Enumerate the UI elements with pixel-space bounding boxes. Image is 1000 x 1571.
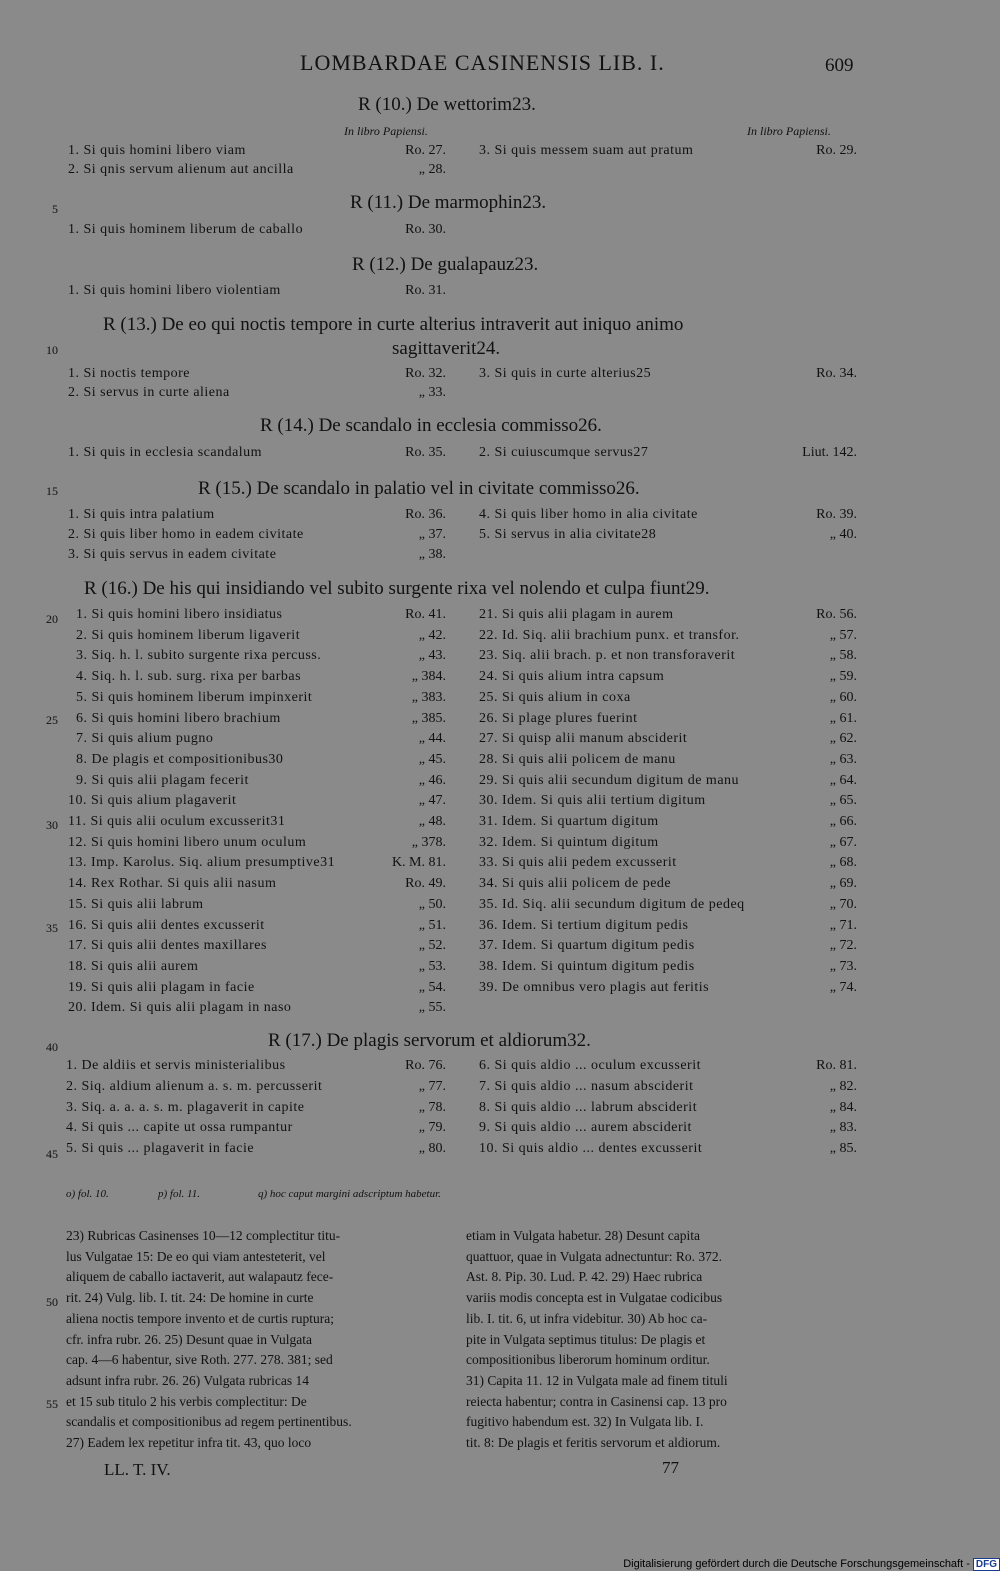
credit-text: Digitalisierung gefördert durch die Deutsche Forschungsgemeinschaft - bbox=[623, 1558, 970, 1570]
footnote-line: pite in Vulgata septimus titulus: De plagis et bbox=[466, 1331, 706, 1347]
entry: 5. Si servus in alia civitate28 bbox=[479, 527, 657, 542]
line-number: 15 bbox=[46, 484, 58, 498]
footnote-q: q) hoc caput margini adscriptum habetur. bbox=[258, 1188, 441, 1200]
entry: 21. Si quis alii plagam in aurem bbox=[479, 607, 674, 622]
entry-ref: „ 80. bbox=[418, 1141, 446, 1157]
entry: 33. Si quis alii pedem excusserit bbox=[479, 855, 677, 871]
entry: 7. Si quis alium pugno bbox=[76, 731, 214, 747]
source-label: In libro Papiensi. bbox=[344, 124, 428, 138]
entry-ref: „ 79. bbox=[418, 1120, 446, 1136]
entry-ref: „ 42. bbox=[418, 627, 446, 643]
footnotes-left bbox=[66, 1226, 454, 1454]
entry-ref: „ 63. bbox=[829, 751, 857, 767]
entry: 11. Si quis alii oculum excusserit31 bbox=[68, 814, 286, 829]
entry-ref: „ 384. bbox=[411, 669, 446, 685]
entry: 3. Si quis messem suam aut pratum bbox=[479, 143, 694, 158]
footnote-line: Ast. 8. Pip. 30. Lud. P. 42. 29) Haec rubrica bbox=[466, 1269, 703, 1285]
rubric-title: R (12.) De gualapauz23. bbox=[352, 254, 539, 275]
entry-ref: „ 70. bbox=[829, 896, 857, 912]
entry-ref: „ 66. bbox=[829, 814, 857, 829]
entry: 2. Si qnis servum alienum aut ancilla bbox=[68, 162, 294, 177]
source-label: In libro Papiensi. bbox=[747, 124, 831, 138]
entry: 32. Idem. Si quintum digitum bbox=[479, 834, 659, 850]
entry-ref: Ro. 76. bbox=[405, 1058, 446, 1073]
entry-ref: „ 61. bbox=[829, 710, 857, 726]
footnote-line: tit. 8: De plagis et feritis servorum et aldiorum. bbox=[466, 1435, 721, 1451]
entry-ref: „ 73. bbox=[829, 958, 857, 974]
entry: 4. Si quis ... capite ut ossa rumpantur bbox=[66, 1120, 293, 1136]
entry: 3. Si quis in curte alterius25 bbox=[479, 366, 652, 381]
entry: 1. Si quis homini libero viam bbox=[68, 143, 246, 158]
entry: 30. Idem. Si quis alii tertium digitum bbox=[479, 793, 706, 809]
entry: 3. Siq. h. l. subito surgente rixa percuss. bbox=[76, 648, 322, 664]
entry: 5. Si quis ... plagaverit in facie bbox=[66, 1141, 255, 1157]
page-number: 609 bbox=[825, 55, 854, 76]
entry-ref: Ro. 30. bbox=[405, 222, 446, 237]
entry-ref: „ 55. bbox=[418, 1000, 446, 1016]
entry-ref: „ 383. bbox=[411, 689, 446, 705]
entry: 10. Si quis alium plagaverit bbox=[68, 793, 237, 809]
entry: 24. Si quis alium intra capsum bbox=[479, 669, 665, 685]
entry-ref: „ 68. bbox=[829, 855, 857, 871]
entry-ref: Ro. 31. bbox=[405, 283, 446, 298]
entry: 26. Si plage plures fuerint bbox=[479, 710, 638, 726]
entry-ref: „ 62. bbox=[829, 731, 857, 747]
rubric-title: R (15.) De scandalo in palatio vel in civitate commisso26. bbox=[198, 478, 640, 499]
entry: 20. Idem. Si quis alii plagam in naso bbox=[68, 1000, 292, 1016]
footnote-line: cfr. infra rubr. 26. 25) Desunt quae in Vulgata bbox=[66, 1331, 312, 1347]
entry-ref: „ 60. bbox=[829, 689, 857, 705]
rubric-title: R (10.) De wettorim23. bbox=[358, 94, 536, 115]
entry: 31. Idem. Si quartum digitum bbox=[479, 814, 659, 829]
entry: 7. Si quis aldio ... nasum absciderit bbox=[479, 1078, 694, 1094]
rubric-title: R (16.) De his qui insidiando vel subito surgente rixa vel nolendo et culpa fiunt29. bbox=[84, 578, 710, 599]
entry-ref: „ 48. bbox=[418, 814, 446, 829]
footnote-line: quattuor, quae in Vulgata adnectuntur: Ro. 372. bbox=[466, 1248, 722, 1264]
entry-ref: „ 74. bbox=[829, 979, 857, 995]
entry: 1. De aldiis et servis ministerialibus bbox=[66, 1058, 286, 1073]
entry-ref: „ 54. bbox=[418, 979, 446, 995]
line-number: 40 bbox=[46, 1040, 58, 1054]
footnote-line: lib. I. tit. 6, ut infra videbitur. 30) Ab hoc ca- bbox=[466, 1310, 708, 1326]
footnote-line: adsunt infra rubr. 26. 26) Vulgata rubricas 14 bbox=[66, 1372, 310, 1388]
entry: 8. De plagis et compositionibus30 bbox=[76, 751, 284, 767]
footnote-line: cap. 4—6 habentur, sive Roth. 277. 278. 381; sed bbox=[66, 1352, 333, 1368]
entry-ref: „ 38. bbox=[418, 547, 446, 562]
entry-ref: Ro. 49. bbox=[405, 876, 446, 892]
volume-signature: LL. T. IV. bbox=[104, 1460, 171, 1479]
entry-ref: „ 59. bbox=[829, 669, 857, 685]
entry: 5. Si quis hominem liberum impinxerit bbox=[76, 689, 313, 705]
entry-ref: „ 378. bbox=[411, 834, 446, 850]
entry-ref: „ 45. bbox=[418, 751, 446, 767]
rubric-title: R (17.) De plagis servorum et aldiorum32. bbox=[268, 1030, 591, 1051]
footnote-line: 27) Eadem lex repetitur infra tit. 43, quo loco bbox=[66, 1435, 312, 1451]
footnote-line: et 15 sub titulo 2 his verbis complectitur: De bbox=[66, 1393, 307, 1409]
entry-ref: Ro. 35. bbox=[405, 445, 446, 460]
entry-ref: „ 84. bbox=[829, 1099, 857, 1115]
entry: 14. Rex Rothar. Si quis alii nasum bbox=[68, 876, 277, 892]
entry: 1. Si quis hominem liberum de caballo bbox=[68, 222, 304, 237]
entry-ref: „ 85. bbox=[829, 1141, 857, 1157]
entry: 3. Si quis servus in eadem civitate bbox=[68, 547, 277, 562]
entry-ref: Ro. 34. bbox=[816, 366, 857, 381]
footnote-line: rit. 24) Vulg. lib. I. tit. 24: De homine in curte bbox=[66, 1290, 314, 1306]
entry: 9. Si quis alii plagam fecerit bbox=[76, 772, 249, 788]
entry: 23. Siq. alii brach. p. et non transforaverit bbox=[479, 648, 736, 664]
footnote-line: 23) Rubricas Casinenses 10—12 complectitur titu- bbox=[66, 1228, 341, 1243]
line-number: 35 bbox=[46, 921, 58, 935]
entry: 1. Si quis in ecclesia scandalum bbox=[68, 445, 263, 460]
footnote-line: lus Vulgatae 15: De eo qui viam antesteterit, vel bbox=[66, 1248, 326, 1264]
entry: 2. Siq. aldium alienum a. s. m. percusserit bbox=[66, 1078, 323, 1094]
entry: 27. Si quisp alii manum absciderit bbox=[479, 731, 688, 747]
entry-ref: Ro. 81. bbox=[816, 1058, 857, 1073]
entry-ref: „ 83. bbox=[829, 1120, 857, 1136]
rubric-title: R (11.) De marmophin23. bbox=[350, 192, 547, 213]
entry-ref: „ 37. bbox=[418, 527, 446, 542]
entry: 2. Si cuiuscumque servus27 bbox=[479, 445, 649, 460]
entry-ref: „ 71. bbox=[829, 917, 857, 933]
entry: 6. Si quis homini libero brachium bbox=[76, 710, 281, 726]
footnote-line: aliquem de caballo iactaverit, aut walapautz fece- bbox=[66, 1269, 334, 1285]
rubric-title-cont: sagittaverit24. bbox=[392, 338, 501, 359]
entry-ref: „ 28. bbox=[418, 162, 446, 177]
entry: 25. Si quis alium in coxa bbox=[479, 689, 631, 705]
entry: 2. Si quis liber homo in eadem civitate bbox=[68, 527, 304, 542]
entry: 22. Id. Siq. alii brachium punx. et transfor. bbox=[479, 627, 740, 643]
entry: 12. Si quis homini libero unum oculum bbox=[68, 834, 307, 850]
rubric-title: R (13.) De eo qui noctis tempore in curte alterius intraverit aut iniquo animo bbox=[103, 314, 684, 335]
entry-ref: „ 52. bbox=[418, 938, 446, 954]
entry-ref: „ 67. bbox=[829, 834, 857, 850]
entry-ref: Ro. 39. bbox=[816, 507, 857, 522]
running-title: LOMBARDAE CASINENSIS LIB. I. bbox=[300, 50, 665, 75]
entry: 1. Si quis intra palatium bbox=[68, 507, 215, 522]
entry: 9. Si quis aldio ... aurem absciderit bbox=[479, 1120, 692, 1136]
entry-ref: Ro. 41. bbox=[405, 607, 446, 622]
entry-ref: „ 51. bbox=[418, 917, 446, 933]
footnote-p: p) fol. 11. bbox=[158, 1188, 200, 1200]
entry-ref: „ 77. bbox=[418, 1078, 446, 1094]
line-number: 10 bbox=[46, 343, 58, 357]
entry: 38. Idem. Si quintum digitum pedis bbox=[479, 958, 695, 974]
entry: 36. Idem. Si tertium digitum pedis bbox=[479, 917, 689, 933]
entry: 2. Si quis hominem liberum ligaverit bbox=[76, 627, 301, 643]
entry-ref: „ 43. bbox=[418, 648, 446, 664]
entry-ref: „ 82. bbox=[829, 1078, 857, 1094]
entry-ref: Ro. 29. bbox=[816, 143, 857, 158]
entry-ref: „ 57. bbox=[829, 627, 857, 643]
footnote-line: scandalis et compositionibus ad regem pertinentibus. bbox=[66, 1414, 352, 1430]
dfg-logo: DFG bbox=[973, 1558, 1000, 1571]
entry: 8. Si quis aldio ... labrum absciderit bbox=[479, 1099, 698, 1115]
entry-ref: „ 72. bbox=[829, 938, 857, 954]
entry: 10. Si quis aldio ... dentes excusserit bbox=[479, 1141, 703, 1157]
entry: 18. Si quis alii aurem bbox=[68, 958, 199, 974]
footnote-o: o) fol. 10. bbox=[66, 1188, 109, 1200]
footnote-line: fugitivo habendum est. 32) In Vulgata lib. I. bbox=[466, 1414, 704, 1430]
footnote-line: etiam in Vulgata habetur. 28) Desunt capita bbox=[466, 1228, 700, 1243]
entry-ref: „ 385. bbox=[411, 710, 446, 726]
entry: 4. Si quis liber homo in alia civitate bbox=[479, 507, 698, 522]
entry-ref: „ 46. bbox=[418, 772, 446, 788]
footnote-line: reiecta habentur; contra in Casinensi cap. 13 pro bbox=[466, 1393, 727, 1409]
footnotes-right bbox=[466, 1226, 856, 1454]
line-number: 45 bbox=[46, 1147, 58, 1161]
entry-ref: „ 33. bbox=[418, 385, 446, 400]
entry-ref: „ 47. bbox=[418, 793, 446, 809]
entry-ref: „ 78. bbox=[418, 1099, 446, 1115]
entry-ref: „ 64. bbox=[829, 772, 857, 788]
entry-ref: Ro. 36. bbox=[405, 507, 446, 522]
entry-ref: „ 58. bbox=[829, 648, 857, 664]
dfg-credit bbox=[623, 1558, 1000, 1571]
entry-ref: Liut. 142. bbox=[802, 445, 857, 460]
line-number: 50 bbox=[46, 1295, 58, 1309]
footnote-line: aliena noctis tempore invento et de curtis ruptura; bbox=[66, 1310, 335, 1326]
entry: 1. Si noctis tempore bbox=[68, 366, 190, 381]
entry: 1. Si quis homini libero insidiatus bbox=[76, 607, 283, 622]
entry-ref: „ 69. bbox=[829, 876, 857, 892]
entry: 6. Si quis aldio ... oculum excusserit bbox=[479, 1058, 701, 1073]
entry: 13. Imp. Karolus. Siq. alium presumptive31 bbox=[68, 855, 336, 871]
sheet-number: 77 bbox=[662, 1458, 679, 1477]
entry-ref: „ 53. bbox=[418, 958, 446, 974]
entry: 29. Si quis alii secundum digitum de manu bbox=[479, 772, 740, 788]
entry-ref: Ro. 32. bbox=[405, 366, 446, 381]
entry: 17. Si quis alii dentes maxillares bbox=[68, 938, 267, 954]
rubric-title: R (14.) De scandalo in ecclesia commisso26. bbox=[260, 415, 602, 436]
footnote-line: variis modis concepta est in Vulgatae codicibus bbox=[466, 1290, 723, 1306]
line-number: 25 bbox=[46, 713, 58, 727]
line-number: 55 bbox=[46, 1397, 58, 1411]
footnote-line: compositionibus liberorum hominum orditur. bbox=[466, 1352, 710, 1368]
entry: 39. De omnibus vero plagis aut feritis bbox=[479, 979, 710, 995]
entry-ref: K. M. 81. bbox=[391, 855, 446, 871]
entry: 37. Idem. Si quartum digitum pedis bbox=[479, 938, 695, 954]
footnote-line: 31) Capita 11. 12 in Vulgata male ad finem tituli bbox=[466, 1372, 728, 1388]
entry: 4. Siq. h. l. sub. surg. rixa per barbas bbox=[76, 669, 302, 685]
entry: 16. Si quis alii dentes excusserit bbox=[68, 917, 265, 933]
entry: 2. Si servus in curte aliena bbox=[68, 385, 230, 400]
entry-ref: Ro. 27. bbox=[405, 143, 446, 158]
entry-ref: Ro. 56. bbox=[816, 607, 857, 622]
entry: 19. Si quis alii plagam in facie bbox=[68, 979, 255, 995]
entry-ref: „ 44. bbox=[418, 731, 446, 747]
entry: 15. Si quis alii labrum bbox=[68, 896, 204, 912]
entry: 35. Id. Siq. alii secundum digitum de pedeq bbox=[479, 896, 745, 912]
entry: 28. Si quis alii policem de manu bbox=[479, 751, 676, 767]
line-number: 5 bbox=[52, 202, 58, 216]
entry: 3. Siq. a. a. a. s. m. plagaverit in capite bbox=[66, 1099, 305, 1115]
entry: 1. Si quis homini libero violentiam bbox=[68, 283, 281, 298]
entry-ref: „ 65. bbox=[829, 793, 857, 809]
entry-ref: „ 40. bbox=[829, 527, 857, 542]
line-number: 30 bbox=[46, 818, 58, 832]
entry: 34. Si quis alii policem de pede bbox=[479, 876, 672, 892]
entry-ref: „ 50. bbox=[418, 896, 446, 912]
line-number: 20 bbox=[46, 612, 58, 626]
